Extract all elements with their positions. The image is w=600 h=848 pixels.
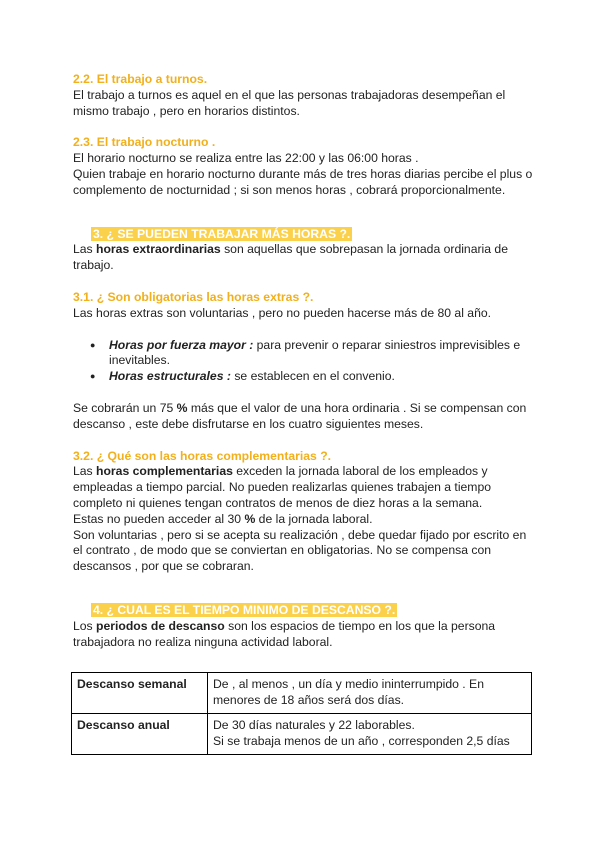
section-2-3-heading: 2.3. El trabajo nocturno .: [73, 135, 216, 150]
table-row: [72, 673, 532, 714]
table-cell-value: De , al menos , un día y medio ininterrumpido . En menores de 18 años será dos días.: [208, 673, 532, 714]
table-row: [72, 713, 532, 754]
document-page: [73, 72, 533, 755]
section-3-2-p1: Las horas complementarias exceden la jornada laboral de los empleados y empleadas a tiempo parcial. No pueden realizarlas quienes trabajen a tiempo completo ni quienes tengan contratos de menos de diez horas a la semana.: [73, 464, 492, 510]
section-4-heading: 4. ¿ CUAL ES EL TIEMPO MINIMO DE DESCANSO ?.: [93, 602, 396, 617]
section-3-2-p3: Son voluntarias , pero si se acepta su realización , debe quedar fijado por escrito en el contrato , de modo que se conviertan en obligatorias. No se compensa con descansos , por que se cobraran.: [73, 527, 527, 574]
section-2-2-text: El trabajo a turnos es aquel en el que las personas trabajadoras desempeñan el mismo trabajo , pero en horarios distintos.: [73, 87, 506, 118]
section-3-1-text: Las horas extras son voluntarias , pero no pueden hacerse más de 80 al año.: [73, 305, 492, 320]
section-3-2-heading: 3.2. ¿ Qué son las horas complementarias ?.: [73, 448, 332, 463]
section-3-intro: Las horas extraordinarias son aquellas que sobrepasan la jornada ordinaria de trabajo.: [73, 242, 508, 273]
section-2-3-line2: Quien trabaje en horario nocturno durante más de tres horas diarias percibe el plus o complemento de nocturnidad ; si son menos horas , cobrará proporcionalmente.: [73, 166, 533, 197]
section-3-1-heading: 3.1. ¿ Son obligatorias las horas extras ?.: [73, 289, 314, 304]
section-4-intro: Los periodos de descanso son los espacios de tiempo en los que la persona trabajadora no realiza ninguna actividad laboral.: [73, 618, 496, 649]
section-3-heading: 3. ¿ SE PUEDEN TRABAJAR MÁS HORAS ?.: [93, 226, 351, 241]
section-3-2-p2: Estas no pueden acceder al 30 % de la jornada laboral.: [73, 511, 373, 526]
section-2-2-heading: 2.2. El trabajo a turnos.: [73, 72, 208, 86]
table-cell-value: De 30 días naturales y 22 laborables. Si se trabaja menos de un año , corresponden 2,5 días: [208, 713, 532, 754]
list-item: ● Horas estructurales : se establecen en el convenio.: [73, 369, 533, 385]
section-2-3-line1: El horario nocturno se realiza entre las 22:00 y las 06:00 horas .: [73, 151, 419, 166]
list-item: ● Horas por fuerza mayor : para prevenir o reparar siniestros imprevisibles e inevitables.: [73, 338, 533, 370]
rest-periods-table: [71, 672, 532, 754]
table-cell-label: Descanso anual: [72, 713, 208, 754]
overtime-types-list: [73, 338, 533, 385]
table-cell-label: Descanso semanal: [72, 673, 208, 714]
overtime-pay-text: Se cobrarán un 75 % más que el valor de una hora ordinaria . Si se compensan con descanso , este debe disfrutarse en los cuatro siguientes meses.: [73, 400, 527, 431]
